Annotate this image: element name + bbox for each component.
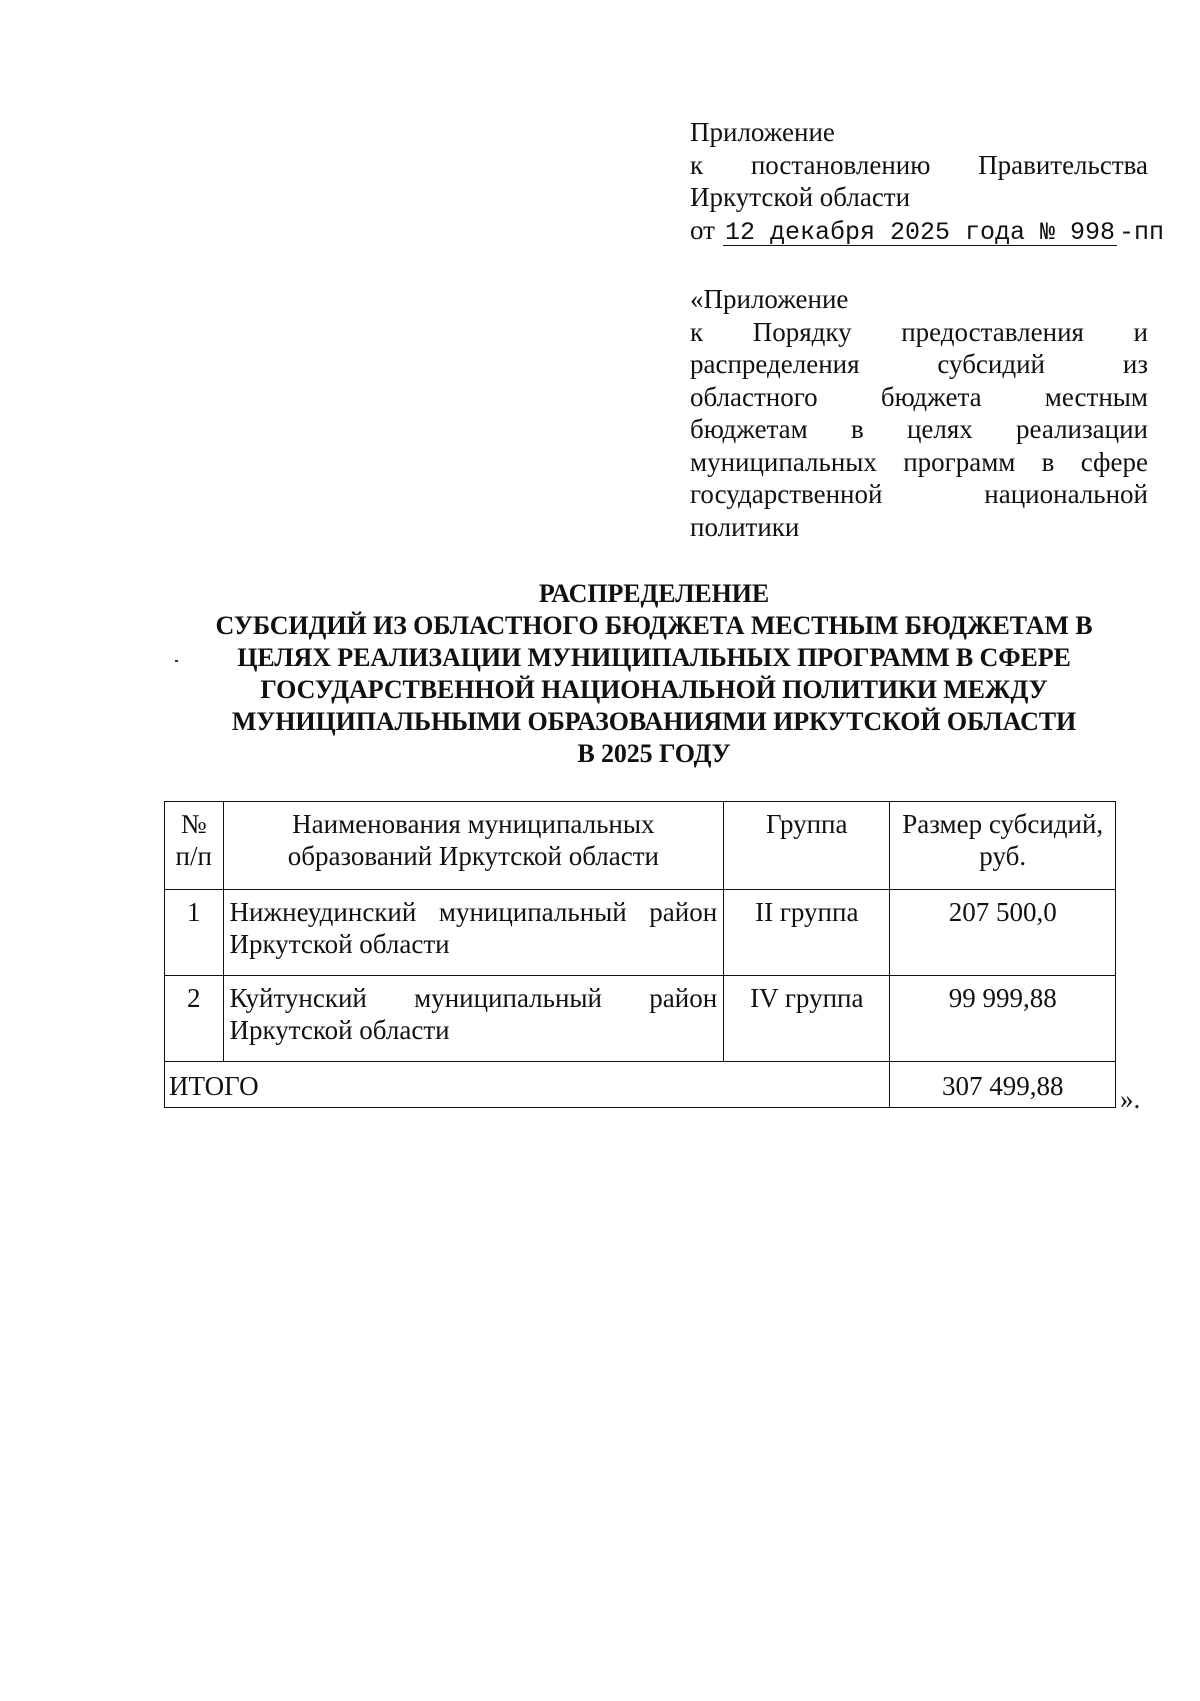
date-value: 12 декабря 2025 года № 998: [724, 217, 1116, 247]
date-prefix: от: [690, 214, 715, 245]
scan-speck: [175, 660, 178, 662]
annex-word: постановлению: [750, 149, 931, 180]
row-name: Куйтунский муниципальный район Иркутской области: [223, 976, 724, 1062]
annex-block: [690, 116, 1165, 543]
inner-annex-line: бюджетам в целях реализации: [690, 414, 1148, 444]
row-sum: 99 999,88: [890, 976, 1116, 1062]
closing-quote: ».: [1120, 1084, 1141, 1114]
inner-annex-line: муниципальных программ в сфере: [690, 446, 1148, 477]
date-suffix: -пп: [1119, 217, 1165, 247]
header-num: № п/п: [165, 802, 224, 890]
row-name: Нижнеудинский муниципальный район Иркутской области: [223, 890, 724, 976]
total-sum: 307 499,88: [890, 1062, 1116, 1108]
inner-annex-line: к Порядку предоставления и: [690, 316, 1148, 347]
row-group: IV группа: [724, 976, 890, 1062]
annex-title: Приложение: [690, 117, 835, 147]
inner-annex-title: «Приложение: [690, 284, 849, 314]
heading-line: ГОСУДАРСТВЕННОЙ НАЦИОНАЛЬНОЙ ПОЛИТИКИ МЕЖДУ: [260, 675, 1048, 704]
inner-annex-last: политики: [690, 511, 800, 542]
table-total-row: [165, 1062, 1116, 1108]
total-label: ИТОГО: [165, 1062, 890, 1108]
row-sum: 207 500,0: [890, 890, 1116, 976]
annex-region: Иркутской области: [690, 182, 911, 212]
heading-line: ЦЕЛЯХ РЕАЛИЗАЦИИ МУНИЦИПАЛЬНЫХ ПРОГРАММ В СФЕРЕ: [237, 643, 1071, 672]
header-name: Наименования муниципальных образований Иркутской области: [223, 802, 724, 890]
table-header-row: [165, 802, 1116, 890]
document-heading: [155, 578, 1153, 770]
inner-annex-line: государственной национальной: [690, 479, 1148, 509]
table-row: [165, 976, 1116, 1062]
row-num: 2: [165, 976, 224, 1062]
distribution-table: [164, 801, 1116, 1108]
annex-date-line: [690, 214, 1165, 250]
heading-line: В 2025 ГОДУ: [577, 739, 731, 768]
row-group: II группа: [724, 890, 890, 976]
table-row: [165, 890, 1116, 976]
annex-word: Правительства: [978, 149, 1149, 180]
annex-resolution-line: [690, 149, 1148, 182]
annex-word: к: [690, 149, 704, 180]
header-sum: Размер субсидий, руб.: [890, 802, 1116, 890]
header-group: Группа: [724, 802, 890, 890]
heading-line: РАСПРЕДЕЛЕНИЕ: [538, 579, 770, 608]
heading-line: МУНИЦИПАЛЬНЫМИ ОБРАЗОВАНИЯМИ ИРКУТСКОЙ ОБЛАСТИ: [231, 707, 1077, 736]
heading-line: СУБСИДИЙ ИЗ ОБЛАСТНОГО БЮДЖЕТА МЕСТНЫМ БЮДЖЕТАМ В: [215, 611, 1093, 640]
inner-annex-line: распределения субсидий из: [690, 349, 1148, 379]
row-num: 1: [165, 890, 224, 976]
inner-annex-line: областного бюджета местным: [690, 381, 1148, 412]
